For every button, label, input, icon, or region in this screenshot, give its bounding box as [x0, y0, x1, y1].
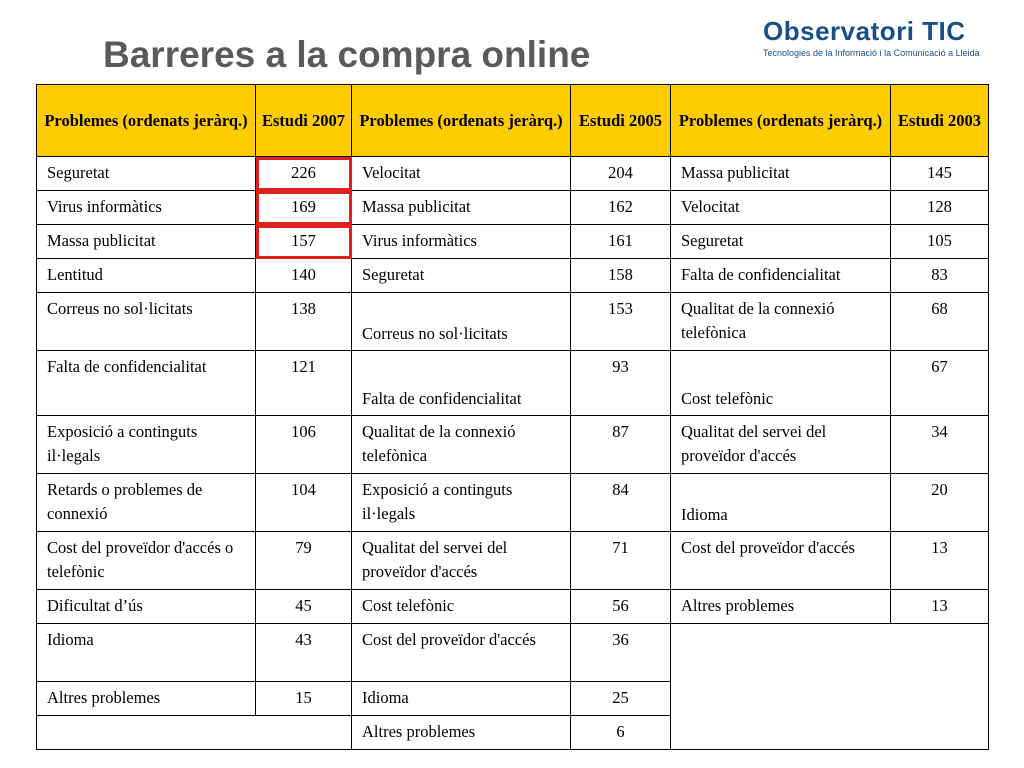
problem-2005-cell: Falta de confidencialitat [352, 351, 571, 416]
value-2003-cell: 105 [891, 225, 989, 259]
header-problems-2005: Problemes (ordenats jeràrq.) [352, 85, 571, 157]
problem-2007-cell: Virus informàtics [37, 191, 256, 225]
problem-2007-cell: Seguretat [37, 157, 256, 191]
problem-2005-cell: Velocitat [352, 157, 571, 191]
value-2007-cell: 43 [256, 624, 352, 682]
value-2005-cell: 161 [571, 225, 671, 259]
empty-2003-block [671, 624, 989, 750]
problem-2007-cell: Massa publicitat [37, 225, 256, 259]
logo-tagline: Tecnologies de la Informació i la Comunicació a Lleida [763, 48, 980, 58]
problem-2003-cell: Qualitat de la connexió telefònica [671, 293, 891, 351]
logo-name: Observatori TIC [763, 16, 966, 46]
value-2007-cell: 104 [256, 474, 352, 532]
problem-2007-cell: Lentitud [37, 259, 256, 293]
problem-2007-cell: Dificultat d’ús [37, 590, 256, 624]
problem-2003-cell: Seguretat [671, 225, 891, 259]
value-2003-cell: 34 [891, 416, 989, 474]
header-problems-2003: Problemes (ordenats jeràrq.) [671, 85, 891, 157]
problem-2003-cell: Cost telefònic [671, 351, 891, 416]
problem-2007-cell: Retards o problemes de connexió [37, 474, 256, 532]
value-2007-cell: 106 [256, 416, 352, 474]
value-2003-cell: 20 [891, 474, 989, 532]
problem-2005-cell: Exposició a continguts il·legals [352, 474, 571, 532]
table-row [37, 590, 989, 624]
table-row [37, 351, 989, 416]
problem-2005-cell: Idioma [352, 682, 571, 716]
table-row [37, 624, 989, 682]
header-study-2005: Estudi 2005 [571, 85, 671, 157]
table-row [37, 191, 989, 225]
value-2005-cell: 71 [571, 532, 671, 590]
table-row [37, 532, 989, 590]
problem-2005-cell: Seguretat [352, 259, 571, 293]
value-2003-cell: 13 [891, 532, 989, 590]
empty-2007-block [37, 716, 352, 750]
value-2005-cell: 84 [571, 474, 671, 532]
problem-2005-cell: Massa publicitat [352, 191, 571, 225]
value-2007-cell: 45 [256, 590, 352, 624]
value-2003-cell: 145 [891, 157, 989, 191]
value-2007-cell: 79 [256, 532, 352, 590]
value-2007-cell: 226 [256, 157, 352, 191]
problem-2005-cell: Qualitat de la connexió telefònica [352, 416, 571, 474]
value-2007-cell: 140 [256, 259, 352, 293]
value-2005-cell: 93 [571, 351, 671, 416]
table-row [37, 416, 989, 474]
problem-2007-cell: Idioma [37, 624, 256, 682]
value-2003-cell: 128 [891, 191, 989, 225]
value-2007-cell: 138 [256, 293, 352, 351]
header-row [37, 85, 989, 157]
value-2005-cell: 158 [571, 259, 671, 293]
header-problems-2007: Problemes (ordenats jeràrq.) [37, 85, 256, 157]
value-2005-cell: 56 [571, 590, 671, 624]
problem-2007-cell: Correus no sol·licitats [37, 293, 256, 351]
value-2005-cell: 204 [571, 157, 671, 191]
table-row [37, 157, 989, 191]
problem-2007-cell: Altres problemes [37, 682, 256, 716]
problem-2005-cell: Correus no sol·licitats [352, 293, 571, 351]
value-2005-cell: 153 [571, 293, 671, 351]
value-2005-cell: 25 [571, 682, 671, 716]
observatori-tic-logo [763, 16, 988, 58]
table-row [37, 259, 989, 293]
table-row [37, 474, 989, 532]
page-title: Barreres a la compra online [103, 34, 591, 75]
header-study-2003: Estudi 2003 [891, 85, 989, 157]
problem-2003-cell: Massa publicitat [671, 157, 891, 191]
value-2005-cell: 162 [571, 191, 671, 225]
problem-2005-cell: Cost del proveïdor d'accés [352, 624, 571, 682]
problem-2003-cell: Qualitat del servei del proveïdor d'accés [671, 416, 891, 474]
problem-2003-cell: Falta de confidencialitat [671, 259, 891, 293]
problem-2007-cell: Falta de confidencialitat [37, 351, 256, 416]
table-row [37, 293, 989, 351]
header-study-2007: Estudi 2007 [256, 85, 352, 157]
table-row [37, 225, 989, 259]
value-2007-cell: 121 [256, 351, 352, 416]
problem-2005-cell: Qualitat del servei del proveïdor d'accés [352, 532, 571, 590]
problem-2003-cell: Idioma [671, 474, 891, 532]
problem-2007-cell: Exposició a continguts il·legals [37, 416, 256, 474]
value-2003-cell: 67 [891, 351, 989, 416]
problem-2005-cell: Cost telefònic [352, 590, 571, 624]
problem-2003-cell: Altres problemes [671, 590, 891, 624]
problem-2005-cell: Virus informàtics [352, 225, 571, 259]
value-2003-cell: 83 [891, 259, 989, 293]
problem-2003-cell: Cost del proveïdor d'accés [671, 532, 891, 590]
value-2005-cell: 36 [571, 624, 671, 682]
value-2005-cell: 6 [571, 716, 671, 750]
problem-2007-cell: Cost del proveïdor d'accés o telefònic [37, 532, 256, 590]
value-2003-cell: 68 [891, 293, 989, 351]
value-2007-cell: 157 [256, 225, 352, 259]
value-2003-cell: 13 [891, 590, 989, 624]
value-2007-cell: 15 [256, 682, 352, 716]
value-2007-cell: 169 [256, 191, 352, 225]
value-2005-cell: 87 [571, 416, 671, 474]
barriers-table [36, 84, 989, 750]
problem-2003-cell: Velocitat [671, 191, 891, 225]
problem-2005-cell: Altres problemes [352, 716, 571, 750]
